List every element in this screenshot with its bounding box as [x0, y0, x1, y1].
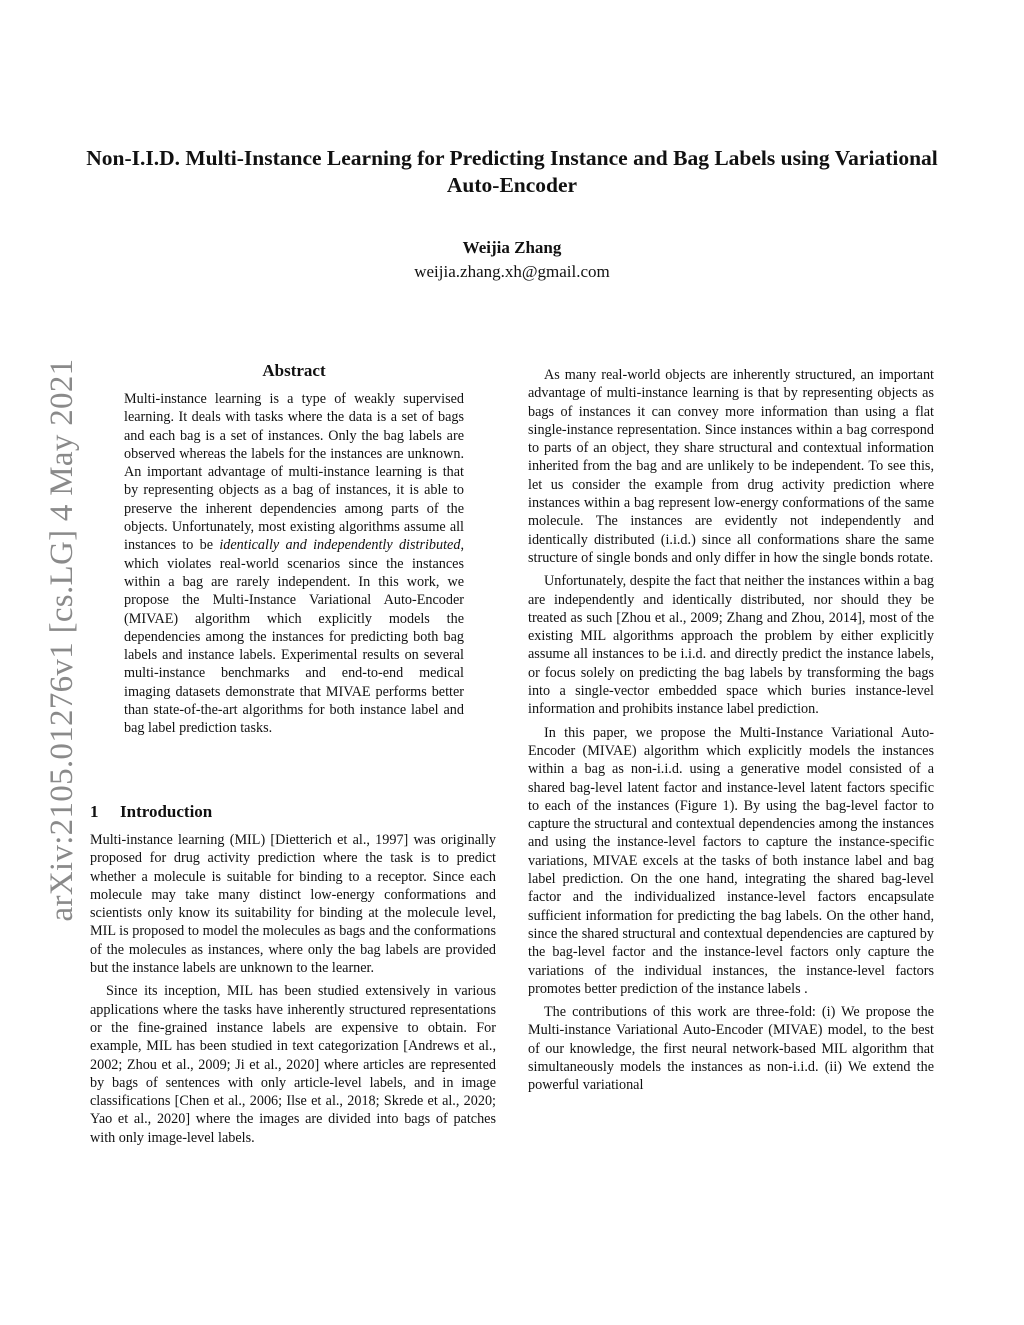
- author-name: Weijia Zhang: [462, 238, 562, 257]
- left-column: [90, 831, 496, 1152]
- abstract-text-part2: , which violates real-world scenarios since the instances within a bag are rarely independent. In this work, we propose the Multi-Instance Variational Auto-Encoder (MIVAE) algorithm which explicitly models the dependencies among the instances for predicting both bag labels and instance labels. Experimental results on several multi-instance benchmarks and end-to-end medical imaging datasets demonstrate that MIVAE performs better than state-of-the-art algorithms for both instance label and bag label prediction tasks.: [124, 537, 464, 737]
- abstract-text-emphasis: identically and independently distributed: [219, 537, 461, 554]
- author-email[interactable]: weijia.zhang.xh@gmail.com: [414, 262, 610, 281]
- intro-paragraph-5: In this paper, we propose the Multi-Instance Variational Auto-Encoder (MIVAE) algorithm which explicitly models the instances within a bag as non-i.i.d. using a generative model consisted of a shared bag-level latent factor and instance-level latent factors specific to each of the instances (Figure 1). By using the bag-level factor to capture the structural and contextual dependencies among the instances and using the instance-level factors to capture the instance-specific variations, MIVAE excels at the tasks of both instance label and bag label prediction. On the one hand, integrating the shared bag-level factor and the individualized instance-level factors encapsulate sufficient information for predicting the bag labels. On the other hand, since the shared structural and contextual dependencies are captured by the bag-level factor and the instance-level factors only capture the variations of the individual instances, the instance-level factors promotes better prediction of the instance labels .: [528, 724, 934, 997]
- intro-paragraph-3: As many real-world objects are inherently structured, an important advantage of multi-instance learning is that by representing objects as bags of instances it can convey more information than using a flat single-instance representation. Since instances within a bag correspond to parts of an object, they share structural and contextual information inherited from the bag and are unlikely to be independent. To see this, let us consider the example from drug activity prediction where instances within a bag represent low-energy conformations of the same molecule. The instances are evidently not independently and identically distributed (i.i.d.) since all conformations share the same structure of single bonds and only differ in how the single bonds rotate.: [528, 367, 934, 566]
- intro-paragraph-1: Multi-instance learning (MIL) [Dietterich et al., 1997] was originally proposed for drug activity prediction where the task is to predict whether a molecule is suitable for binding to a receptor. Since each molecule may take many distinct low-energy conformations and scientists only know its suitability for binding at the molecule level, MIL is proposed to model the molecules as bags and the conformations of the molecules as instances, where only the bag labels are provided but the instance labels are unknown to the learner.: [90, 832, 496, 977]
- intro-paragraph-6: The contributions of this work are three-fold: (i) We propose the Multi-instance Variational Auto-Encoder (MIVAE) model, to the best of our knowledge, the first neural network-based MIL algorithm that simultaneously models the instances as non-i.i.d. (ii) We extend the powerful variational: [528, 1004, 934, 1094]
- section-title: Introduction: [120, 802, 213, 821]
- right-column: [528, 366, 934, 1100]
- abstract-body: [124, 390, 464, 738]
- intro-paragraph-2: Since its inception, MIL has been studied extensively in various applications where the tasks have inherently structured representations or the fine-grained instance labels are expensive to obtain. For example, MIL has been studied in text categorization [Andrews et al., 2002; Zhou et al., 2009; Ji et al., 2020] where articles are represented by bags of sentences with only article-level labels, and in image classifications [Chen et al., 2006; Ilse et al., 2018; Skrede et al., 2020; Yao et al., 2020] where the images are divided into bags of patches with only image-level labels.: [90, 983, 496, 1146]
- abstract-text-part1: Multi-instance learning is a type of weakly supervised learning. It deals with tasks where the data is a set of bags and each bag is a set of instances. Only the bag labels are observed whereas the labels for the instances are unknown. An important advantage of multi-instance learning is that by representing objects as a bag of instances, it is able to preserve the inherent dependencies among parts of the objects. Unfortunately, most existing algorithms assume all instances to be: [124, 391, 464, 554]
- section-number: 1: [90, 802, 99, 821]
- paper-title: Non-I.I.D. Multi-Instance Learning for Predicting Instance and Bag Labels using Variational Auto-Encoder: [86, 146, 938, 197]
- section-heading-introduction: [90, 802, 212, 822]
- abstract-heading: Abstract: [262, 361, 326, 380]
- intro-paragraph-4: Unfortunately, despite the fact that neither the instances within a bag are independently and identically distributed, nor should they be treated as such [Zhou et al., 2009; Zhang and Zhou, 2014], most of the existing MIL algorithms approach the problem by either explicitly assume all instances to be i.i.d. and directly predict the instance labels, or focus solely on predicting the bag labels by transforming the bags into a single-vector embedded space which buries instance-level information and prohibits instance label prediction.: [528, 573, 934, 718]
- arxiv-side-label: arXiv:2105.01276v1 [cs.LG] 4 May 2021: [43, 358, 80, 922]
